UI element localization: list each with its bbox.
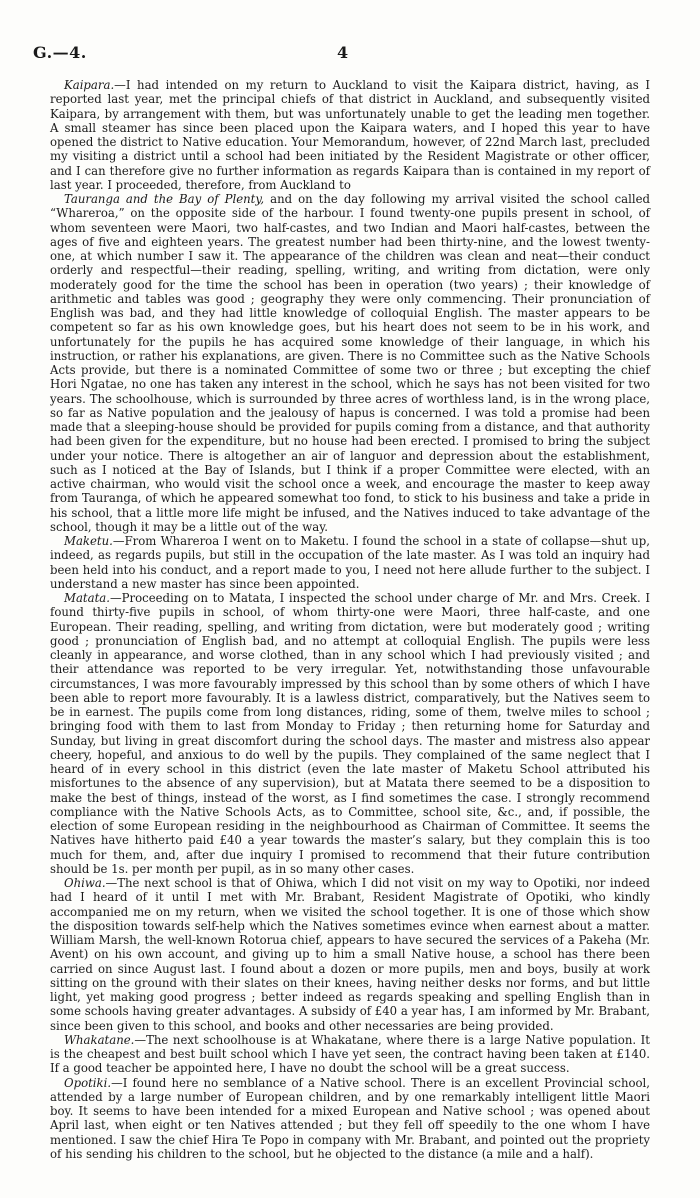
place-heading: Tauranga and the Bay of Plenty, xyxy=(64,192,265,206)
report-body xyxy=(50,78,650,1161)
paragraph-text: —The next school is that of Ohiwa, which I did not visit on my way to Opotiki, nor indeed had I heard of it until I met with Mr. Brabant, Resident Magistrate of Opotiki, who kindly accompanied me on my return, when we visited the school together. It is one of those which show the disposition towards self-help which the Natives sometimes evince when earnest about a matter. William Marsh, the well-known Rotorua chief, appears to have secured the services of a Pakeha (Mr. Avent) on his own account, and giving up to him a small Native house, a school has there been carried on since August last. I found about a dozen or more pupils, men and boys, busily at work sitting on the ground with their slates on their knees, having neither desks nor forms, and but little light, yet making good progress ; better indeed as regards speaking and spelling English than in some schools having greater advantages. A subsidy of £40 a year has, I am informed by Mr. Brabant, since been given to this school, and books and other necessaries are being provided. xyxy=(50,876,650,1033)
paragraph-text: —From Whareroa I went on to Maketu. I found the school in a state of collapse—shut up, indeed, as regards pupils, but still in the occupation of the late master. As I was told an inquiry had been held into his conduct, and a report made to you, I need not here allude further to the subject. I understand a new master has since been appointed. xyxy=(50,534,650,591)
paragraph-ohiwa xyxy=(50,876,650,1033)
paragraph-text: —I had intended on my return to Auckland to visit the Kaipara district, having, as I reported last year, met the principal chiefs of that district in Auckland, and subsequently visited Kaipara, by arrangement with them, but was unfortunately unable to get the leading men together. A small steamer has since been placed upon the Kaipara waters, and I hoped this year to have opened the district to Native education. Your Memorandum, however, of 22nd March last, precluded my visiting a district until a school had been initiated by the Resident Magistrate or other officer, and I can therefore give no further information as regards Kaipara than is contained in my report of last year. I proceeded, therefore, from Auckland to xyxy=(50,78,650,192)
place-heading: Whakatane. xyxy=(64,1032,135,1047)
place-heading: Matata. xyxy=(64,591,110,605)
paragraph-whakatane xyxy=(50,1033,650,1076)
paragraph-opotiki xyxy=(50,1076,650,1162)
place-heading: Ohiwa. xyxy=(64,876,106,890)
paragraph-text: and on the day following my arrival visited the school called “Whareroa,” on the opposite side of the harbour. I found twenty-one pupils present in school, of whom seventeen were Maori, two half-castes, and two Indian and Maori half-castes, between the ages of five and eighteen years. The greatest number had been thirty-nine, and the lowest twenty-one, at which number I saw it. The appearance of the children was clean and neat—their conduct orderly and respectful—their reading, spelling, writing, and writing from dictation, were only moderately good for the time the school has been in operation (two years) ; their knowledge of arithmetic and tables was good ; geography they were only commencing. Their pronunciation of English was bad, and they had little knowledge of colloquial English. The master appears to be competent so far as his own knowledge goes, but his heart does not seem to be in his work, and unfortunately for the pupils he has acquired some knowledge of their language, in which his instruction, or rather his explanations, are given. There is no Committee such as the Native Schools Acts provide, but there is a nominated Committee of some two or three ; but excepting the chief Hori Ngatae, no one has taken any interest in the school, which he says has not been visited for two years. The schoolhouse, which is surrounded by three acres of worthless land, is in the wrong place, so far as Native population and the jealousy of hapus is concerned. I was told a promise had been made that a sleeping-house should be provided for pupils coming from a distance, and that authority had been given for the expenditure, but no house had been erected. I promised to bring the subject under your notice. There is altogether an air of languor and depression about the establishment, such as I noticed at the Bay of Islands, but I think if a proper Committee were elected, with an active chairman, who would visit the school once a week, and encourage the master to keep away from Tauranga, of which he appeared somewhat too fond, to stick to his business and take a pride in his school, that a little more life might be infused, and the Natives induced to take advantage of the school, though it may be a little out of the way. xyxy=(50,192,651,534)
page-header xyxy=(33,43,653,65)
paragraph-maketu xyxy=(50,534,650,591)
place-heading: Maketu. xyxy=(64,534,113,548)
place-heading: Opotiki. xyxy=(64,1075,112,1090)
place-heading: Kaipara. xyxy=(64,78,115,92)
paragraph-text: —I found here no semblance of a Native school. There is an excellent Provincial school, attended by a large number of European children, and by one remarkably intelligent little Maori boy. It seems to have been intended for a mixed European and Native school ; was opened about April last, when eight or ten Natives attended ; but they fell off speedily to the one whom I have mentioned. I saw the chief Hira Te Popo in company with Mr. Brabant, and pointed out the propriety of his sending his children to the school, but he objected to the distance (a mile and a half). xyxy=(50,1075,650,1161)
paragraph-matata xyxy=(50,591,650,876)
paragraph-text: —Proceeding on to Matata, I inspected the school under charge of Mr. and Mrs. Creek. I found thirty-five pupils in school, of whom thirty-one were Maori, three half-caste, and one European. Their reading, spelling, and writing from dictation, were but moderately good ; writing good ; pronunciation of English bad, and no attempt at colloquial English. The pupils were less cleanly in appearance, and worse clothed, than in any school which I had previously visited ; and their attendance was reported to be very irregular. Yet, notwithstanding those unfavourable circumstances, I was more favourably impressed by this school than by some others of which I have been able to report more favourably. It is a lawless district, comparatively, but the Natives seem to be in earnest. The pupils come from long distances, riding, some of them, twelve miles to school ; bringing food with them to last from Monday to Friday ; then returning home for Saturday and Sunday, but living in great discomfort during the school days. The master and mistress also appear cheery, hopeful, and anxious to do well by the pupils. They complained of the same neglect that I heard of in every school in this district (even the late master of Maketu School attributed his misfortunes to the absence of any supervision), but at Matata there seemed to be a disposition to make the best of things, instead of the worst, as I find sometimes the case. I strongly recommend compliance with the Native Schools Acts, as to Committee, school site, &c., and, if possible, the election of some European residing in the neighbourhood as Chairman of Committee. It seems the Natives have hitherto paid £40 a year towards the master’s salary, but they complain this is too much for them, and, after due inquiry I promised to recommend that their future contribution should be 1s. per month per pupil, as in so many other cases. xyxy=(50,591,650,876)
paragraph-kaipara xyxy=(50,78,650,192)
paragraph-text: —The next schoolhouse is at Whakatane, where there is a large Native population. It is the cheapest and best built school which I have yet seen, the contract having been taken at £140. If a good teacher be appointed here, I have no doubt the school will be a great success. xyxy=(50,1032,650,1076)
document-reference: G.—4. xyxy=(33,43,87,62)
page-number: 4 xyxy=(337,43,349,62)
paragraph-tauranga xyxy=(50,192,650,534)
